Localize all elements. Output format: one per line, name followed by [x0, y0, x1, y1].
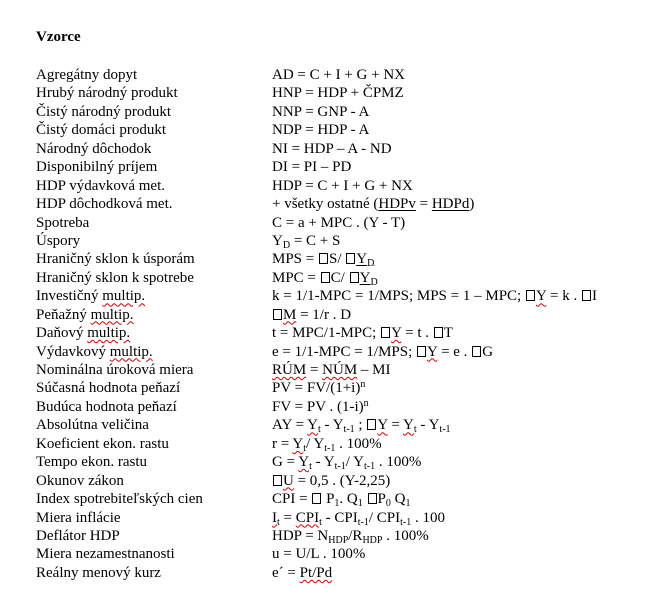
term-name: Absolútna veličina	[36, 417, 149, 434]
term-name: Hraničný sklon k úsporám	[36, 251, 195, 268]
term-name: Koeficient ekon. rastu	[36, 435, 169, 452]
formula-row	[36, 527, 656, 545]
term-formula: RÚM = NÚM – MI	[272, 362, 391, 378]
term-formula: NNP = GNP - A	[272, 103, 370, 120]
term-formula: AD = C + I + G + NX	[272, 67, 406, 83]
formula-row	[36, 379, 656, 397]
term-name: Budúca hodnota peňazí	[36, 398, 177, 415]
term-name: Agregátny dopyt	[36, 67, 138, 83]
term-formula: e = 1/1-MPC = 1/MPS; Y = e . G	[272, 343, 494, 360]
term-formula: MPS = S/ $Y_D$	[272, 251, 375, 270]
term-formula: $Y_D = C + S$	[272, 232, 341, 251]
formula-row	[36, 103, 656, 121]
term-name: Národný dôchodok	[36, 140, 152, 157]
formula-row	[36, 66, 656, 84]
term-name: Investičný multip.	[36, 288, 146, 305]
formula-row	[36, 472, 656, 490]
formula-row	[36, 416, 656, 434]
term-formula: $I_t = CPI_t - CPI_{t-1}/$ $CPI_{t-1}$ . 100	[272, 509, 445, 528]
formula-row	[36, 140, 656, 158]
term-name: HDP dôchodková met.	[36, 196, 173, 213]
term-formula: PV = $FV/(1+i)^n$	[272, 379, 366, 397]
formula-row	[36, 250, 656, 268]
formula-row	[36, 545, 656, 563]
term-formula: e´ = Pt/Pd	[272, 564, 333, 581]
formula-row	[36, 121, 656, 139]
formula-row	[36, 232, 656, 250]
formula-row	[36, 84, 656, 102]
term-formula: DI = PI – PD	[272, 159, 352, 176]
term-name: Súčasná hodnota peňazí	[36, 380, 181, 397]
term-formula: NDP = HDP - A	[272, 122, 370, 139]
term-name: Čistý domáci produkt	[36, 122, 166, 139]
term-name: Výdavkový multip.	[36, 343, 153, 360]
term-formula: M = 1/r . D	[272, 306, 351, 324]
formula-row	[36, 269, 656, 287]
formula-row	[36, 287, 656, 305]
formula-row	[36, 214, 656, 232]
term-formula: U = 0,5 . (Y-2,25)	[272, 472, 390, 490]
formula-row	[36, 564, 656, 582]
term-name: Nominálna úroková miera	[36, 362, 194, 378]
document-title: Vzorce	[36, 29, 81, 45]
term-name: Disponibilný príjem	[36, 159, 158, 176]
formula-row	[36, 306, 656, 324]
formula-row	[36, 195, 656, 213]
formula-row	[36, 509, 656, 527]
term-name: Hraničný sklon k spotrebe	[36, 269, 194, 286]
term-formula: AY = $Y_t - Y_{t-1}$ ; $Y = Y_t - Y_{t-1}$	[272, 417, 451, 436]
term-name: Hrubý národný produkt	[36, 85, 178, 102]
term-formula: k = 1/1-MPC = 1/MPS; MPS = 1 – MPC; Y = k . I	[272, 288, 597, 305]
formula-document	[36, 28, 656, 582]
formula-row	[36, 361, 656, 379]
term-name: HDP výdavková met.	[36, 177, 166, 194]
term-formula: MPC = C/ $Y_D$	[272, 269, 378, 288]
term-formula: FV = PV . $(1-i)^n$	[272, 397, 369, 415]
formula-row	[36, 177, 656, 195]
term-formula: u = U/L . 100%	[272, 546, 366, 563]
term-name: Index spotrebiteľských cien	[36, 491, 203, 508]
term-name: Čistý národný produkt	[36, 103, 171, 120]
term-formula: HNP = HDP + ČPMZ	[272, 85, 404, 102]
term-name: Úspory	[36, 232, 81, 249]
term-formula: $r = Y_t/$ $Y_{t-1}$ . 100%	[272, 435, 382, 454]
term-name: Spotreba	[36, 214, 90, 231]
term-formula: t = MPC/1-MPC; Y = t . T	[272, 325, 453, 342]
term-name: Miera nezamestnanosti	[36, 546, 175, 563]
term-formula: $G = Y_t - Y_{t-1}/$ $Y_{t-1}$ . 100%	[272, 454, 422, 473]
formula-row	[36, 398, 656, 416]
term-name: Daňový multip.	[36, 325, 131, 342]
term-name: Deflátor HDP	[36, 527, 120, 544]
term-formula: NI = HDP – A - ND	[272, 140, 392, 157]
term-name: Okunov zákon	[36, 472, 124, 489]
term-name: Miera inflácie	[36, 509, 121, 526]
formula-row	[36, 435, 656, 453]
formula-row	[36, 453, 656, 471]
term-name: Peňažný multip.	[36, 306, 134, 323]
term-formula: + všetky ostatné (HDPv = HDPd)	[272, 196, 475, 213]
formula-row	[36, 324, 656, 342]
formula-row	[36, 343, 656, 361]
formula-row	[36, 490, 656, 508]
term-name: Reálny menový kurz	[36, 564, 161, 581]
term-formula: C = a + MPC . (Y - T)	[272, 214, 406, 231]
term-formula: CPI = $P_1$. $Q_1$ $P_0$ $Q_1$	[272, 491, 411, 510]
term-name: Tempo ekon. rastu	[36, 454, 148, 471]
term-formula: HDP = $N_{HDP}/R_{HDP}$ . 100%	[272, 527, 429, 546]
term-formula: HDP = C + I + G + NX	[272, 177, 413, 194]
formula-row	[36, 158, 656, 176]
